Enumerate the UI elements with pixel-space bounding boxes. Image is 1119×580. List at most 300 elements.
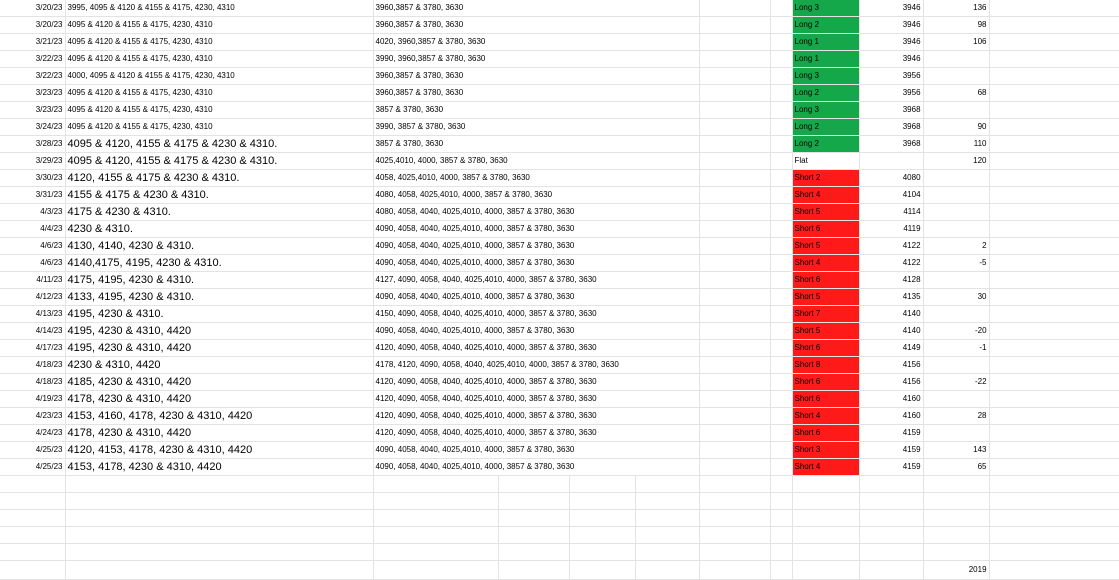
points-cell[interactable]: -5 xyxy=(923,255,989,272)
empty-cell[interactable] xyxy=(989,374,1119,391)
empty-cell[interactable] xyxy=(792,493,859,510)
empty-cell[interactable] xyxy=(989,17,1119,34)
position-cell[interactable]: Long 3 xyxy=(792,68,859,85)
empty-cell[interactable] xyxy=(770,510,792,527)
empty-cell[interactable] xyxy=(770,374,792,391)
date-cell[interactable]: 4/6/23 xyxy=(0,255,65,272)
empty-cell[interactable] xyxy=(373,493,498,510)
empty-cell[interactable] xyxy=(989,544,1119,561)
empty-cell[interactable] xyxy=(989,170,1119,187)
price-cell[interactable]: 4104 xyxy=(859,187,923,204)
resistance-cell[interactable]: 4133, 4195, 4230 & 4310. xyxy=(65,289,373,306)
empty-cell[interactable] xyxy=(699,425,770,442)
points-cell[interactable] xyxy=(923,68,989,85)
points-cell[interactable]: 2 xyxy=(923,238,989,255)
empty-cell[interactable] xyxy=(989,510,1119,527)
points-cell[interactable]: 68 xyxy=(923,85,989,102)
price-cell[interactable]: 4128 xyxy=(859,272,923,289)
points-cell[interactable] xyxy=(923,357,989,374)
empty-cell[interactable] xyxy=(989,51,1119,68)
position-cell[interactable]: Short 6 xyxy=(792,221,859,238)
position-cell[interactable]: Long 2 xyxy=(792,17,859,34)
date-cell[interactable]: 3/22/23 xyxy=(0,51,65,68)
empty-cell[interactable] xyxy=(699,527,770,544)
resistance-cell[interactable]: 4185, 4230 & 4310, 4420 xyxy=(65,374,373,391)
points-cell[interactable] xyxy=(923,221,989,238)
empty-cell[interactable] xyxy=(498,510,569,527)
empty-cell[interactable] xyxy=(792,476,859,493)
resistance-cell[interactable]: 4230 & 4310. xyxy=(65,221,373,238)
empty-cell[interactable] xyxy=(699,476,770,493)
empty-cell[interactable] xyxy=(699,323,770,340)
empty-cell[interactable] xyxy=(699,170,770,187)
position-cell[interactable]: Long 2 xyxy=(792,136,859,153)
empty-cell[interactable] xyxy=(989,187,1119,204)
empty-cell[interactable] xyxy=(989,561,1119,580)
points-cell[interactable] xyxy=(923,272,989,289)
empty-cell[interactable] xyxy=(989,85,1119,102)
empty-cell[interactable] xyxy=(699,561,770,580)
date-cell[interactable]: 3/29/23 xyxy=(0,153,65,170)
support-cell[interactable]: 4120, 4090, 4058, 4040, 4025,4010, 4000, 3857 & 3780, 3630 xyxy=(373,391,699,408)
empty-cell[interactable] xyxy=(699,102,770,119)
date-cell[interactable]: 4/4/23 xyxy=(0,221,65,238)
empty-cell[interactable] xyxy=(770,340,792,357)
points-cell[interactable] xyxy=(923,51,989,68)
date-cell[interactable]: 3/31/23 xyxy=(0,187,65,204)
empty-cell[interactable] xyxy=(635,527,699,544)
empty-cell[interactable] xyxy=(989,153,1119,170)
empty-cell[interactable] xyxy=(770,459,792,476)
empty-cell[interactable] xyxy=(0,493,65,510)
points-cell[interactable]: 143 xyxy=(923,442,989,459)
empty-cell[interactable] xyxy=(699,306,770,323)
support-cell[interactable]: 3960,3857 & 3780, 3630 xyxy=(373,68,699,85)
empty-cell[interactable] xyxy=(770,136,792,153)
price-cell[interactable]: 3956 xyxy=(859,85,923,102)
resistance-cell[interactable]: 4140,4175, 4195, 4230 & 4310. xyxy=(65,255,373,272)
price-cell[interactable]: 4080 xyxy=(859,170,923,187)
date-cell[interactable]: 3/20/23 xyxy=(0,0,65,17)
empty-cell[interactable] xyxy=(770,476,792,493)
resistance-cell[interactable]: 4120, 4153, 4178, 4230 & 4310, 4420 xyxy=(65,442,373,459)
empty-cell[interactable] xyxy=(770,408,792,425)
empty-cell[interactable] xyxy=(923,476,989,493)
points-cell[interactable]: 30 xyxy=(923,289,989,306)
price-cell[interactable]: 4156 xyxy=(859,357,923,374)
date-cell[interactable]: 3/23/23 xyxy=(0,85,65,102)
empty-cell[interactable] xyxy=(65,561,373,580)
empty-cell[interactable] xyxy=(699,357,770,374)
position-cell[interactable]: Short 7 xyxy=(792,306,859,323)
position-cell[interactable]: Short 6 xyxy=(792,391,859,408)
empty-cell[interactable] xyxy=(792,561,859,580)
empty-cell[interactable] xyxy=(989,527,1119,544)
support-cell[interactable]: 4080, 4058, 4025,4010, 4000, 3857 & 3780, 3630 xyxy=(373,187,699,204)
empty-cell[interactable] xyxy=(65,527,373,544)
resistance-cell[interactable]: 4095 & 4120 & 4155 & 4175, 4230, 4310 xyxy=(65,17,373,34)
price-cell[interactable]: 4114 xyxy=(859,204,923,221)
price-cell[interactable]: 4159 xyxy=(859,442,923,459)
resistance-cell[interactable]: 4095 & 4120 & 4155 & 4175, 4230, 4310 xyxy=(65,119,373,136)
price-cell[interactable]: 3968 xyxy=(859,102,923,119)
empty-cell[interactable] xyxy=(635,476,699,493)
points-cell[interactable]: 106 xyxy=(923,34,989,51)
date-cell[interactable]: 3/23/23 xyxy=(0,102,65,119)
resistance-cell[interactable]: 3995, 4095 & 4120 & 4155 & 4175, 4230, 4310 xyxy=(65,0,373,17)
empty-cell[interactable] xyxy=(989,221,1119,238)
support-cell[interactable]: 4090, 4058, 4040, 4025,4010, 4000, 3857 & 3780, 3630 xyxy=(373,323,699,340)
empty-cell[interactable] xyxy=(770,391,792,408)
support-cell[interactable]: 4020, 3960,3857 & 3780, 3630 xyxy=(373,34,699,51)
empty-cell[interactable] xyxy=(699,493,770,510)
empty-cell[interactable] xyxy=(699,68,770,85)
empty-cell[interactable] xyxy=(569,561,635,580)
empty-cell[interactable] xyxy=(498,527,569,544)
position-cell[interactable]: Short 4 xyxy=(792,187,859,204)
price-cell[interactable]: 4160 xyxy=(859,391,923,408)
resistance-cell[interactable]: 4095 & 4120, 4155 & 4175 & 4230 & 4310. xyxy=(65,136,373,153)
position-cell[interactable]: Short 5 xyxy=(792,238,859,255)
empty-cell[interactable] xyxy=(65,476,373,493)
empty-cell[interactable] xyxy=(65,544,373,561)
empty-cell[interactable] xyxy=(699,272,770,289)
empty-cell[interactable] xyxy=(699,442,770,459)
empty-cell[interactable] xyxy=(770,323,792,340)
points-cell[interactable]: 28 xyxy=(923,408,989,425)
position-cell[interactable]: Short 3 xyxy=(792,442,859,459)
empty-cell[interactable] xyxy=(770,34,792,51)
empty-cell[interactable] xyxy=(65,493,373,510)
date-cell[interactable]: 4/3/23 xyxy=(0,204,65,221)
empty-cell[interactable] xyxy=(373,561,498,580)
empty-cell[interactable] xyxy=(373,476,498,493)
position-cell[interactable]: Long 2 xyxy=(792,119,859,136)
empty-cell[interactable] xyxy=(699,51,770,68)
empty-cell[interactable] xyxy=(770,442,792,459)
empty-cell[interactable] xyxy=(0,510,65,527)
empty-cell[interactable] xyxy=(635,561,699,580)
support-cell[interactable]: 3960,3857 & 3780, 3630 xyxy=(373,85,699,102)
date-cell[interactable]: 3/24/23 xyxy=(0,119,65,136)
empty-cell[interactable] xyxy=(498,544,569,561)
empty-cell[interactable] xyxy=(699,510,770,527)
empty-cell[interactable] xyxy=(373,544,498,561)
empty-cell[interactable] xyxy=(989,102,1119,119)
price-cell[interactable]: 4119 xyxy=(859,221,923,238)
date-cell[interactable]: 4/23/23 xyxy=(0,408,65,425)
position-cell[interactable]: Short 8 xyxy=(792,357,859,374)
position-cell[interactable]: Short 5 xyxy=(792,289,859,306)
support-cell[interactable]: 4090, 4058, 4040, 4025,4010, 4000, 3857 & 3780, 3630 xyxy=(373,221,699,238)
points-cell[interactable]: 110 xyxy=(923,136,989,153)
empty-cell[interactable] xyxy=(989,442,1119,459)
price-cell[interactable]: 3946 xyxy=(859,0,923,17)
position-cell[interactable]: Short 6 xyxy=(792,374,859,391)
price-cell[interactable]: 4140 xyxy=(859,323,923,340)
empty-cell[interactable] xyxy=(989,255,1119,272)
position-cell[interactable]: Long 2 xyxy=(792,85,859,102)
empty-cell[interactable] xyxy=(699,408,770,425)
empty-cell[interactable] xyxy=(859,561,923,580)
support-cell[interactable]: 3960,3857 & 3780, 3630 xyxy=(373,0,699,17)
empty-cell[interactable] xyxy=(989,391,1119,408)
empty-cell[interactable] xyxy=(635,544,699,561)
date-cell[interactable]: 3/22/23 xyxy=(0,68,65,85)
resistance-cell[interactable]: 4095 & 4120 & 4155 & 4175, 4230, 4310 xyxy=(65,85,373,102)
position-cell[interactable]: Short 4 xyxy=(792,459,859,476)
empty-cell[interactable] xyxy=(569,476,635,493)
support-cell[interactable]: 4090, 4058, 4040, 4025,4010, 4000, 3857 & 3780, 3630 xyxy=(373,442,699,459)
empty-cell[interactable] xyxy=(989,204,1119,221)
empty-cell[interactable] xyxy=(699,34,770,51)
support-cell[interactable]: 3990, 3857 & 3780, 3630 xyxy=(373,119,699,136)
support-cell[interactable]: 4058, 4025,4010, 4000, 3857 & 3780, 3630 xyxy=(373,170,699,187)
empty-cell[interactable] xyxy=(770,493,792,510)
empty-cell[interactable] xyxy=(923,527,989,544)
empty-cell[interactable] xyxy=(989,323,1119,340)
resistance-cell[interactable]: 4000, 4095 & 4120 & 4155 & 4175, 4230, 4310 xyxy=(65,68,373,85)
points-cell[interactable]: 120 xyxy=(923,153,989,170)
empty-cell[interactable] xyxy=(989,68,1119,85)
support-cell[interactable]: 4120, 4090, 4058, 4040, 4025,4010, 4000, 3857 & 3780, 3630 xyxy=(373,340,699,357)
empty-cell[interactable] xyxy=(989,136,1119,153)
points-cell[interactable]: -20 xyxy=(923,323,989,340)
resistance-cell[interactable]: 4178, 4230 & 4310, 4420 xyxy=(65,391,373,408)
empty-cell[interactable] xyxy=(569,544,635,561)
support-cell[interactable]: 3857 & 3780, 3630 xyxy=(373,102,699,119)
empty-cell[interactable] xyxy=(792,544,859,561)
date-cell[interactable]: 4/19/23 xyxy=(0,391,65,408)
empty-cell[interactable] xyxy=(699,187,770,204)
empty-cell[interactable] xyxy=(699,85,770,102)
empty-cell[interactable] xyxy=(770,255,792,272)
price-cell[interactable]: 4149 xyxy=(859,340,923,357)
empty-cell[interactable] xyxy=(65,510,373,527)
points-cell[interactable] xyxy=(923,425,989,442)
support-cell[interactable]: 4090, 4058, 4040, 4025,4010, 4000, 3857 & 3780, 3630 xyxy=(373,238,699,255)
support-cell[interactable]: 4090, 4058, 4040, 4025,4010, 4000, 3857 & 3780, 3630 xyxy=(373,459,699,476)
resistance-cell[interactable]: 4095 & 4120 & 4155 & 4175, 4230, 4310 xyxy=(65,102,373,119)
empty-cell[interactable] xyxy=(569,527,635,544)
date-cell[interactable]: 4/6/23 xyxy=(0,238,65,255)
empty-cell[interactable] xyxy=(923,493,989,510)
empty-cell[interactable] xyxy=(699,391,770,408)
price-cell[interactable]: 4159 xyxy=(859,425,923,442)
support-cell[interactable]: 3857 & 3780, 3630 xyxy=(373,136,699,153)
empty-cell[interactable] xyxy=(770,544,792,561)
price-cell[interactable]: 3968 xyxy=(859,136,923,153)
support-cell[interactable]: 4150, 4090, 4058, 4040, 4025,4010, 4000, 3857 & 3780, 3630 xyxy=(373,306,699,323)
price-cell[interactable]: 4156 xyxy=(859,374,923,391)
empty-cell[interactable] xyxy=(989,357,1119,374)
empty-cell[interactable] xyxy=(770,527,792,544)
price-cell[interactable]: 4122 xyxy=(859,255,923,272)
points-cell[interactable] xyxy=(923,102,989,119)
empty-cell[interactable] xyxy=(989,119,1119,136)
empty-cell[interactable] xyxy=(989,306,1119,323)
position-cell[interactable]: Long 1 xyxy=(792,51,859,68)
position-cell[interactable]: Flat xyxy=(792,153,859,170)
support-cell[interactable]: 4178, 4120, 4090, 4058, 4040, 4025,4010, 4000, 3857 & 3780, 3630 xyxy=(373,357,699,374)
points-cell[interactable] xyxy=(923,391,989,408)
resistance-cell[interactable]: 4153, 4178, 4230 & 4310, 4420 xyxy=(65,459,373,476)
empty-cell[interactable] xyxy=(770,85,792,102)
price-cell[interactable]: 3968 xyxy=(859,119,923,136)
empty-cell[interactable] xyxy=(770,187,792,204)
date-cell[interactable]: 4/18/23 xyxy=(0,357,65,374)
empty-cell[interactable] xyxy=(989,34,1119,51)
total-cell[interactable]: 2019 xyxy=(923,561,989,580)
empty-cell[interactable] xyxy=(373,527,498,544)
position-cell[interactable]: Short 6 xyxy=(792,425,859,442)
empty-cell[interactable] xyxy=(0,544,65,561)
support-cell[interactable]: 3960,3857 & 3780, 3630 xyxy=(373,17,699,34)
empty-cell[interactable] xyxy=(699,255,770,272)
resistance-cell[interactable]: 4155 & 4175 & 4230 & 4310. xyxy=(65,187,373,204)
position-cell[interactable]: Short 4 xyxy=(792,408,859,425)
empty-cell[interactable] xyxy=(770,119,792,136)
empty-cell[interactable] xyxy=(0,561,65,580)
date-cell[interactable]: 4/11/23 xyxy=(0,272,65,289)
position-cell[interactable]: Long 1 xyxy=(792,34,859,51)
resistance-cell[interactable]: 4095 & 4120 & 4155 & 4175, 4230, 4310 xyxy=(65,51,373,68)
support-cell[interactable]: 3990, 3960,3857 & 3780, 3630 xyxy=(373,51,699,68)
empty-cell[interactable] xyxy=(699,119,770,136)
resistance-cell[interactable]: 4195, 4230 & 4310, 4420 xyxy=(65,340,373,357)
empty-cell[interactable] xyxy=(989,493,1119,510)
empty-cell[interactable] xyxy=(770,102,792,119)
position-cell[interactable]: Short 4 xyxy=(792,255,859,272)
date-cell[interactable]: 4/25/23 xyxy=(0,459,65,476)
price-cell[interactable] xyxy=(859,153,923,170)
empty-cell[interactable] xyxy=(923,510,989,527)
empty-cell[interactable] xyxy=(699,153,770,170)
empty-cell[interactable] xyxy=(859,544,923,561)
price-cell[interactable]: 4140 xyxy=(859,306,923,323)
price-cell[interactable]: 3946 xyxy=(859,51,923,68)
empty-cell[interactable] xyxy=(770,289,792,306)
price-cell[interactable]: 4160 xyxy=(859,408,923,425)
empty-cell[interactable] xyxy=(989,272,1119,289)
empty-cell[interactable] xyxy=(770,170,792,187)
empty-cell[interactable] xyxy=(699,289,770,306)
empty-cell[interactable] xyxy=(770,17,792,34)
position-cell[interactable]: Long 3 xyxy=(792,102,859,119)
points-cell[interactable] xyxy=(923,204,989,221)
support-cell[interactable]: 4090, 4058, 4040, 4025,4010, 4000, 3857 & 3780, 3630 xyxy=(373,289,699,306)
empty-cell[interactable] xyxy=(0,527,65,544)
support-cell[interactable]: 4127, 4090, 4058, 4040, 4025,4010, 4000, 3857 & 3780, 3630 xyxy=(373,272,699,289)
empty-cell[interactable] xyxy=(699,136,770,153)
empty-cell[interactable] xyxy=(498,493,569,510)
empty-cell[interactable] xyxy=(989,459,1119,476)
price-cell[interactable]: 3956 xyxy=(859,68,923,85)
position-cell[interactable]: Short 6 xyxy=(792,340,859,357)
support-cell[interactable]: 4025,4010, 4000, 3857 & 3780, 3630 xyxy=(373,153,699,170)
empty-cell[interactable] xyxy=(792,510,859,527)
date-cell[interactable]: 4/18/23 xyxy=(0,374,65,391)
empty-cell[interactable] xyxy=(498,476,569,493)
resistance-cell[interactable]: 4153, 4160, 4178, 4230 & 4310, 4420 xyxy=(65,408,373,425)
date-cell[interactable]: 4/12/23 xyxy=(0,289,65,306)
resistance-cell[interactable]: 4230 & 4310, 4420 xyxy=(65,357,373,374)
points-cell[interactable] xyxy=(923,306,989,323)
resistance-cell[interactable]: 4095 & 4120, 4155 & 4175 & 4230 & 4310. xyxy=(65,153,373,170)
points-cell[interactable]: 98 xyxy=(923,17,989,34)
empty-cell[interactable] xyxy=(699,340,770,357)
date-cell[interactable]: 4/14/23 xyxy=(0,323,65,340)
position-cell[interactable]: Short 6 xyxy=(792,272,859,289)
date-cell[interactable]: 3/28/23 xyxy=(0,136,65,153)
points-cell[interactable]: 136 xyxy=(923,0,989,17)
empty-cell[interactable] xyxy=(859,493,923,510)
date-cell[interactable]: 4/24/23 xyxy=(0,425,65,442)
empty-cell[interactable] xyxy=(989,340,1119,357)
empty-cell[interactable] xyxy=(859,476,923,493)
empty-cell[interactable] xyxy=(770,425,792,442)
empty-cell[interactable] xyxy=(699,459,770,476)
empty-cell[interactable] xyxy=(699,221,770,238)
empty-cell[interactable] xyxy=(569,493,635,510)
empty-cell[interactable] xyxy=(699,0,770,17)
empty-cell[interactable] xyxy=(699,17,770,34)
support-cell[interactable]: 4090, 4058, 4040, 4025,4010, 4000, 3857 & 3780, 3630 xyxy=(373,255,699,272)
support-cell[interactable]: 4120, 4090, 4058, 4040, 4025,4010, 4000, 3857 & 3780, 3630 xyxy=(373,425,699,442)
empty-cell[interactable] xyxy=(770,272,792,289)
points-cell[interactable]: 65 xyxy=(923,459,989,476)
empty-cell[interactable] xyxy=(770,561,792,580)
price-cell[interactable]: 3946 xyxy=(859,34,923,51)
date-cell[interactable]: 4/17/23 xyxy=(0,340,65,357)
empty-cell[interactable] xyxy=(770,357,792,374)
empty-cell[interactable] xyxy=(498,561,569,580)
resistance-cell[interactable]: 4178, 4230 & 4310, 4420 xyxy=(65,425,373,442)
empty-cell[interactable] xyxy=(770,238,792,255)
position-cell[interactable]: Short 2 xyxy=(792,170,859,187)
price-cell[interactable]: 4135 xyxy=(859,289,923,306)
points-cell[interactable]: -1 xyxy=(923,340,989,357)
empty-cell[interactable] xyxy=(989,425,1119,442)
empty-cell[interactable] xyxy=(770,0,792,17)
points-cell[interactable]: -22 xyxy=(923,374,989,391)
empty-cell[interactable] xyxy=(770,51,792,68)
empty-cell[interactable] xyxy=(770,306,792,323)
empty-cell[interactable] xyxy=(699,238,770,255)
empty-cell[interactable] xyxy=(859,510,923,527)
empty-cell[interactable] xyxy=(989,289,1119,306)
empty-cell[interactable] xyxy=(792,527,859,544)
empty-cell[interactable] xyxy=(859,527,923,544)
empty-cell[interactable] xyxy=(770,221,792,238)
empty-cell[interactable] xyxy=(699,374,770,391)
date-cell[interactable]: 3/20/23 xyxy=(0,17,65,34)
empty-cell[interactable] xyxy=(699,544,770,561)
empty-cell[interactable] xyxy=(770,153,792,170)
price-cell[interactable]: 3946 xyxy=(859,17,923,34)
empty-cell[interactable] xyxy=(989,0,1119,17)
resistance-cell[interactable]: 4095 & 4120 & 4155 & 4175, 4230, 4310 xyxy=(65,34,373,51)
resistance-cell[interactable]: 4175, 4195, 4230 & 4310. xyxy=(65,272,373,289)
resistance-cell[interactable]: 4130, 4140, 4230 & 4310. xyxy=(65,238,373,255)
empty-cell[interactable] xyxy=(635,493,699,510)
empty-cell[interactable] xyxy=(770,68,792,85)
empty-cell[interactable] xyxy=(699,204,770,221)
price-cell[interactable]: 4122 xyxy=(859,238,923,255)
resistance-cell[interactable]: 4175 & 4230 & 4310. xyxy=(65,204,373,221)
date-cell[interactable]: 4/13/23 xyxy=(0,306,65,323)
empty-cell[interactable] xyxy=(569,510,635,527)
